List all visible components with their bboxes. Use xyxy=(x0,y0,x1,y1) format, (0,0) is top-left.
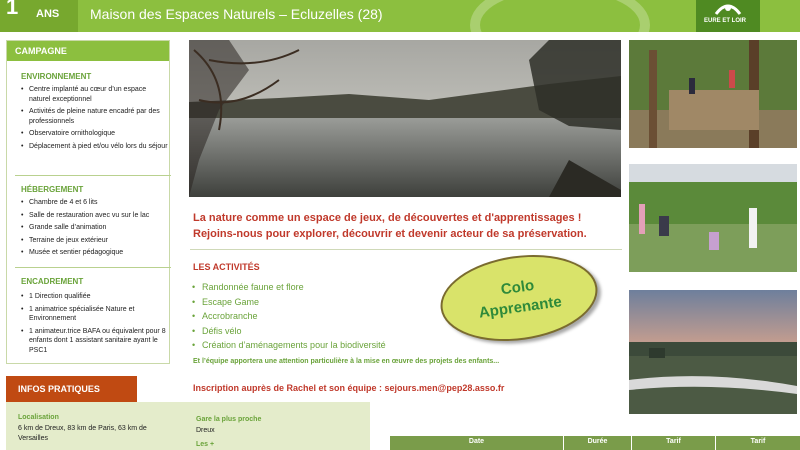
list-item: • Musée et sentier pédagogique xyxy=(21,248,169,258)
list-item: • Grande salle d’animation xyxy=(21,223,169,233)
page-title: Maison des Espaces Naturels – Ecluzelles (28) xyxy=(90,6,383,22)
list-item: • 1 animatrice spécialisée Nature et Environnement xyxy=(21,305,169,324)
tagline xyxy=(193,210,623,242)
campagne-panel xyxy=(6,40,170,364)
localisation-text: 6 km de Dreux, 83 km de Paris, 63 km de Versailles xyxy=(18,425,147,442)
encadrement-list xyxy=(21,292,169,358)
table-header-tarif: Tarif xyxy=(750,438,766,445)
lake-photo-image xyxy=(189,40,621,197)
badge-text: ANS xyxy=(36,8,60,20)
divider xyxy=(15,175,171,176)
logo-mark-icon xyxy=(696,0,760,18)
plus-label: Les + xyxy=(196,441,215,448)
list-item: • Déplacement à pied et/ou vélo lors du séjour xyxy=(21,142,169,152)
activity-item: • Création d’aménagements pour la biodiversité xyxy=(192,338,386,353)
badge-number: 1 xyxy=(6,0,19,19)
divider xyxy=(190,249,622,250)
logo-text: EURE ET LOIR xyxy=(704,18,747,24)
accrobranche-photo-image xyxy=(629,40,797,148)
eure-et-loir-logo xyxy=(696,0,760,32)
infos-pratiques-title: INFOS PRATIQUES xyxy=(6,376,137,402)
encadrement-title: ENCADREMENT xyxy=(21,277,84,286)
infos-pratiques-panel xyxy=(6,402,370,450)
list-item: • Centre implanté au cœur d’un espace naturel exceptionnel xyxy=(21,85,169,104)
tagline-line-1: La nature comme un espace de jeux, de découvertes et d'apprentissages ! xyxy=(193,212,582,224)
activities-title: LES ACTIVITÉS xyxy=(193,262,260,272)
table-header-tarif: Tarif xyxy=(632,436,716,450)
list-item: • Chambre de 4 et 6 lits xyxy=(21,198,169,208)
list-item: • Terraine de jeux extérieur xyxy=(21,236,169,246)
tagline-line-2: Rejoins-nous pour explorer, découvrir et devenir acteur de sa préservation. xyxy=(193,228,587,240)
hebergement-title: HÉBERGEMENT xyxy=(21,185,84,194)
badge-line-2: Apprenante xyxy=(477,293,563,322)
activity-item: • Accrobranche xyxy=(192,309,386,324)
list-item: • 1 animateur.trice BAFA ou équivalent pour 8 enfants dont 1 assistant sanitaire ayant le PSC1 xyxy=(21,327,169,356)
activity-item: • Escape Game xyxy=(192,295,386,310)
list-item: • Salle de restauration avec vu sur le lac xyxy=(21,211,169,221)
accrobranche-photo xyxy=(629,40,797,148)
list-item: • Activités de pleine nature encadré par des professionnels xyxy=(21,107,169,126)
activity-item: • Randonnée faune et flore xyxy=(192,280,386,295)
environnement-list xyxy=(21,85,169,154)
tarifs-table-header xyxy=(390,436,800,450)
anniversary-badge xyxy=(0,0,78,32)
gare-text: Dreux xyxy=(196,427,215,434)
gare-label: Gare la plus proche xyxy=(196,416,262,423)
list-item: • Observatoire ornithologique xyxy=(21,129,169,139)
sunset-lake-photo xyxy=(629,290,797,414)
localisation-label: Localisation xyxy=(18,414,59,421)
table-header-duree: Durée xyxy=(564,436,632,450)
colo-apprenante-badge xyxy=(435,245,603,350)
pond-children-photo xyxy=(629,164,797,272)
list-item: • 1 Direction qualifiée xyxy=(21,292,169,302)
badge-line-1: Colo xyxy=(499,276,536,299)
divider xyxy=(15,267,171,268)
decorative-swirl xyxy=(470,0,650,32)
header-bar xyxy=(0,0,800,32)
lake-photo xyxy=(189,40,621,197)
environnement-title: ENVIRONNEMENT xyxy=(21,72,92,81)
inscription-text: Inscription auprès de Rachel et son équipe : sejours.men@pep28.asso.fr xyxy=(193,383,505,393)
activities-list xyxy=(192,280,386,353)
team-note: Et l’équipe apportera une attention particulière à la mise en œuvre des projets des enfants... xyxy=(193,358,500,365)
activity-item: • Défis vélo xyxy=(192,324,386,339)
table-header-date: Date xyxy=(390,436,564,450)
hebergement-list xyxy=(21,198,169,261)
sunset-lake-photo-image xyxy=(629,290,797,414)
pond-children-photo-image xyxy=(629,164,797,272)
campagne-title: CAMPAGNE xyxy=(7,41,169,61)
